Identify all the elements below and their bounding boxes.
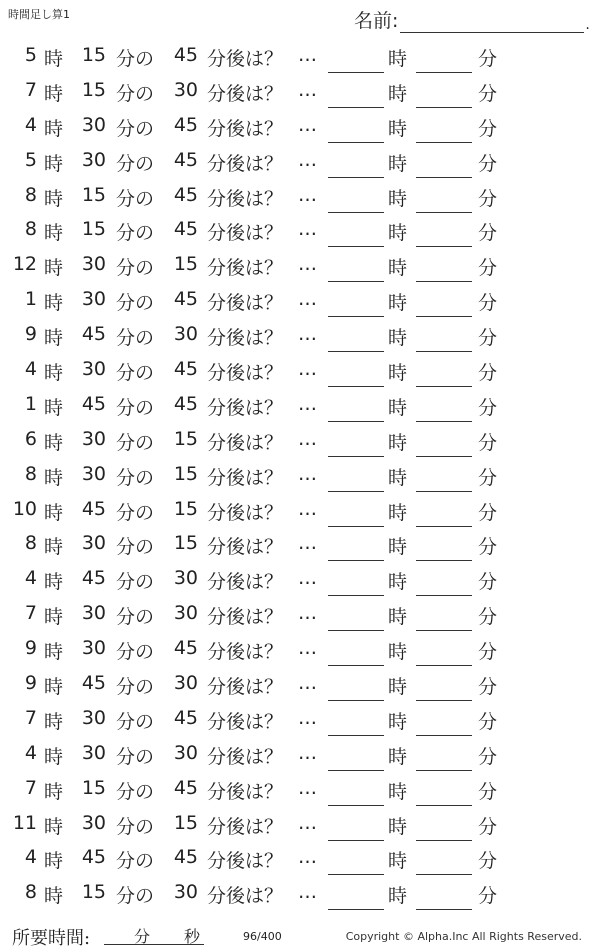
question-text: 分後は？ bbox=[207, 396, 284, 419]
answer-minute-unit: 分 bbox=[478, 780, 498, 803]
hour-unit: 時 bbox=[44, 257, 64, 280]
start-minute: 30 bbox=[81, 741, 106, 764]
answer-minute-unit: 分 bbox=[478, 152, 498, 175]
page-number: 96/400 bbox=[243, 930, 282, 943]
problem-list bbox=[0, 38, 600, 910]
added-minutes: 30 bbox=[173, 741, 198, 764]
answer-minute-unit: 分 bbox=[478, 187, 498, 210]
answer-minute-unit: 分 bbox=[478, 396, 498, 419]
ellipsis: … bbox=[298, 881, 317, 904]
problem-row bbox=[0, 73, 600, 108]
answer-hour-unit: 時 bbox=[388, 117, 408, 140]
answer-minute-unit: 分 bbox=[478, 362, 498, 385]
minute-unit: 分の bbox=[116, 780, 155, 803]
ellipsis: … bbox=[298, 706, 317, 729]
added-minutes: 15 bbox=[173, 253, 198, 276]
answer-hour-unit: 時 bbox=[388, 362, 408, 385]
start-minute: 15 bbox=[81, 881, 106, 904]
question-text: 分後は？ bbox=[207, 710, 284, 733]
start-hour: 7 bbox=[24, 602, 37, 625]
answer-minute-blank[interactable] bbox=[416, 909, 472, 910]
answer-hour-unit: 時 bbox=[388, 676, 408, 699]
added-minutes: 15 bbox=[173, 811, 198, 834]
minute-unit: 分の bbox=[116, 327, 155, 350]
ellipsis: … bbox=[298, 741, 317, 764]
problem-row bbox=[0, 492, 600, 527]
start-minute: 15 bbox=[81, 183, 106, 206]
start-hour: 8 bbox=[24, 218, 37, 241]
minute-unit: 分の bbox=[116, 222, 155, 245]
question-text: 分後は？ bbox=[207, 641, 284, 664]
answer-minute-unit: 分 bbox=[478, 466, 498, 489]
answer-minute-unit: 分 bbox=[478, 815, 498, 838]
problem-row bbox=[0, 457, 600, 492]
answer-minute-unit: 分 bbox=[478, 745, 498, 768]
start-minute: 45 bbox=[81, 392, 106, 415]
problem-row bbox=[0, 840, 600, 875]
problem-row bbox=[0, 317, 600, 352]
problem-row bbox=[0, 771, 600, 806]
question-text: 分後は？ bbox=[207, 536, 284, 559]
added-minutes: 45 bbox=[173, 637, 198, 660]
problem-row bbox=[0, 736, 600, 771]
added-minutes: 30 bbox=[173, 567, 198, 590]
minute-unit: 分の bbox=[116, 117, 155, 140]
name-area bbox=[354, 6, 590, 33]
ellipsis: … bbox=[298, 567, 317, 590]
start-hour: 1 bbox=[24, 392, 37, 415]
hour-unit: 時 bbox=[44, 82, 64, 105]
start-hour: 1 bbox=[24, 288, 37, 311]
start-minute: 30 bbox=[81, 288, 106, 311]
hour-unit: 時 bbox=[44, 536, 64, 559]
problem-row bbox=[0, 875, 600, 910]
required-time-label: 所要時間: bbox=[12, 928, 91, 949]
ellipsis: … bbox=[298, 497, 317, 520]
answer-hour-unit: 時 bbox=[388, 257, 408, 280]
answer-minute-unit: 分 bbox=[478, 222, 498, 245]
added-minutes: 45 bbox=[173, 392, 198, 415]
name-field[interactable] bbox=[400, 14, 584, 33]
minute-unit: 分の bbox=[116, 606, 155, 629]
ellipsis: … bbox=[298, 811, 317, 834]
start-minute: 30 bbox=[81, 148, 106, 171]
ellipsis: … bbox=[298, 358, 317, 381]
answer-minute-unit: 分 bbox=[478, 571, 498, 594]
question-text: 分後は？ bbox=[207, 501, 284, 524]
answer-hour-unit: 時 bbox=[388, 501, 408, 524]
start-hour: 7 bbox=[24, 776, 37, 799]
problem-row bbox=[0, 596, 600, 631]
answer-hour-unit: 時 bbox=[388, 536, 408, 559]
answer-hour-unit: 時 bbox=[388, 431, 408, 454]
answer-hour-unit: 時 bbox=[388, 885, 408, 908]
added-minutes: 30 bbox=[173, 602, 198, 625]
hour-unit: 時 bbox=[44, 292, 64, 315]
hour-unit: 時 bbox=[44, 815, 64, 838]
minute-unit: 分の bbox=[116, 431, 155, 454]
hour-unit: 時 bbox=[44, 431, 64, 454]
ellipsis: … bbox=[298, 148, 317, 171]
problem-row bbox=[0, 631, 600, 666]
question-text: 分後は？ bbox=[207, 257, 284, 280]
ellipsis: … bbox=[298, 323, 317, 346]
start-hour: 9 bbox=[24, 637, 37, 660]
start-hour: 4 bbox=[24, 846, 37, 869]
minute-unit: 分の bbox=[116, 362, 155, 385]
minute-unit: 分の bbox=[116, 850, 155, 873]
start-hour: 5 bbox=[24, 44, 37, 66]
ellipsis: … bbox=[298, 78, 317, 101]
start-minute: 30 bbox=[81, 427, 106, 450]
minute-unit: 分の bbox=[116, 292, 155, 315]
hour-unit: 時 bbox=[44, 850, 64, 873]
question-text: 分後は？ bbox=[207, 745, 284, 768]
added-minutes: 45 bbox=[173, 288, 198, 311]
minute-unit: 分の bbox=[116, 815, 155, 838]
question-text: 分後は？ bbox=[207, 885, 284, 908]
question-text: 分後は？ bbox=[207, 850, 284, 873]
problem-row bbox=[0, 387, 600, 422]
added-minutes: 15 bbox=[173, 497, 198, 520]
added-minutes: 15 bbox=[173, 462, 198, 485]
question-text: 分後は？ bbox=[207, 152, 284, 175]
question-text: 分後は？ bbox=[207, 48, 284, 70]
problem-row bbox=[0, 561, 600, 596]
start-minute: 30 bbox=[81, 637, 106, 660]
start-minute: 30 bbox=[81, 706, 106, 729]
answer-minute-unit: 分 bbox=[478, 82, 498, 105]
answer-hour-unit: 時 bbox=[388, 780, 408, 803]
hour-unit: 時 bbox=[44, 780, 64, 803]
question-text: 分後は？ bbox=[207, 222, 284, 245]
answer-hour-unit: 時 bbox=[388, 292, 408, 315]
worksheet-title: 時間足し算1 bbox=[8, 8, 70, 21]
answer-minute-unit: 分 bbox=[478, 327, 498, 350]
answer-minute-unit: 分 bbox=[478, 885, 498, 908]
minute-unit: 分の bbox=[116, 396, 155, 419]
hour-unit: 時 bbox=[44, 710, 64, 733]
start-minute: 30 bbox=[81, 811, 106, 834]
start-hour: 12 bbox=[12, 253, 37, 276]
start-hour: 5 bbox=[24, 148, 37, 171]
added-minutes: 45 bbox=[173, 218, 198, 241]
hour-unit: 時 bbox=[44, 745, 64, 768]
problem-row bbox=[0, 38, 600, 73]
hour-unit: 時 bbox=[44, 641, 64, 664]
answer-minute-unit: 分 bbox=[478, 676, 498, 699]
required-minutes-unit: 分 bbox=[134, 927, 151, 946]
start-minute: 30 bbox=[81, 253, 106, 276]
answer-minute-unit: 分 bbox=[478, 710, 498, 733]
start-minute: 45 bbox=[81, 567, 106, 590]
answer-hour-unit: 時 bbox=[388, 641, 408, 664]
hour-unit: 時 bbox=[44, 117, 64, 140]
answer-hour-unit: 時 bbox=[388, 152, 408, 175]
question-text: 分後は？ bbox=[207, 187, 284, 210]
start-hour: 4 bbox=[24, 567, 37, 590]
minute-unit: 分の bbox=[116, 745, 155, 768]
added-minutes: 15 bbox=[173, 427, 198, 450]
hour-unit: 時 bbox=[44, 222, 64, 245]
start-minute: 30 bbox=[81, 532, 106, 555]
start-hour: 7 bbox=[24, 706, 37, 729]
hour-unit: 時 bbox=[44, 362, 64, 385]
added-minutes: 30 bbox=[173, 881, 198, 904]
start-minute: 45 bbox=[81, 497, 106, 520]
minute-unit: 分の bbox=[116, 82, 155, 105]
start-hour: 4 bbox=[24, 358, 37, 381]
ellipsis: … bbox=[298, 44, 317, 66]
minute-unit: 分の bbox=[116, 536, 155, 559]
answer-hour-unit: 時 bbox=[388, 187, 408, 210]
answer-minute-unit: 分 bbox=[478, 501, 498, 524]
minute-unit: 分の bbox=[116, 641, 155, 664]
question-text: 分後は？ bbox=[207, 466, 284, 489]
start-minute: 45 bbox=[81, 846, 106, 869]
question-text: 分後は？ bbox=[207, 676, 284, 699]
answer-minute-unit: 分 bbox=[478, 606, 498, 629]
hour-unit: 時 bbox=[44, 606, 64, 629]
start-hour: 8 bbox=[24, 881, 37, 904]
answer-hour-unit: 時 bbox=[388, 745, 408, 768]
problem-row bbox=[0, 108, 600, 143]
start-hour: 9 bbox=[24, 672, 37, 695]
ellipsis: … bbox=[298, 462, 317, 485]
problem-row bbox=[0, 666, 600, 701]
hour-unit: 時 bbox=[44, 48, 64, 70]
start-minute: 15 bbox=[81, 776, 106, 799]
minute-unit: 分の bbox=[116, 187, 155, 210]
added-minutes: 45 bbox=[173, 706, 198, 729]
question-text: 分後は？ bbox=[207, 362, 284, 385]
start-minute: 45 bbox=[81, 672, 106, 695]
question-text: 分後は？ bbox=[207, 571, 284, 594]
added-minutes: 15 bbox=[173, 532, 198, 555]
start-hour: 11 bbox=[12, 811, 37, 834]
minute-unit: 分の bbox=[116, 571, 155, 594]
answer-hour-blank[interactable] bbox=[328, 909, 384, 910]
problem-row bbox=[0, 806, 600, 841]
problem-row bbox=[0, 352, 600, 387]
question-text: 分後は？ bbox=[207, 431, 284, 454]
question-text: 分後は？ bbox=[207, 815, 284, 838]
added-minutes: 45 bbox=[173, 358, 198, 381]
start-minute: 30 bbox=[81, 462, 106, 485]
question-text: 分後は？ bbox=[207, 292, 284, 315]
hour-unit: 時 bbox=[44, 466, 64, 489]
question-text: 分後は？ bbox=[207, 117, 284, 140]
footer bbox=[0, 916, 600, 949]
added-minutes: 45 bbox=[173, 113, 198, 136]
start-minute: 15 bbox=[81, 218, 106, 241]
start-minute: 30 bbox=[81, 358, 106, 381]
start-minute: 45 bbox=[81, 323, 106, 346]
ellipsis: … bbox=[298, 846, 317, 869]
ellipsis: … bbox=[298, 672, 317, 695]
ellipsis: … bbox=[298, 183, 317, 206]
problem-row bbox=[0, 422, 600, 457]
answer-minute-unit: 分 bbox=[478, 431, 498, 454]
required-seconds-unit: 秒 bbox=[184, 927, 201, 946]
problem-row bbox=[0, 178, 600, 213]
question-text: 分後は？ bbox=[207, 606, 284, 629]
hour-unit: 時 bbox=[44, 187, 64, 210]
hour-unit: 時 bbox=[44, 501, 64, 524]
answer-hour-unit: 時 bbox=[388, 571, 408, 594]
start-hour: 10 bbox=[12, 497, 37, 520]
added-minutes: 45 bbox=[173, 148, 198, 171]
problem-row bbox=[0, 526, 600, 561]
minute-unit: 分の bbox=[116, 885, 155, 908]
hour-unit: 時 bbox=[44, 327, 64, 350]
added-minutes: 45 bbox=[173, 776, 198, 799]
answer-minute-unit: 分 bbox=[478, 257, 498, 280]
answer-hour-unit: 時 bbox=[388, 466, 408, 489]
start-hour: 6 bbox=[24, 427, 37, 450]
start-minute: 30 bbox=[81, 602, 106, 625]
problem-row bbox=[0, 247, 600, 282]
answer-minute-unit: 分 bbox=[478, 641, 498, 664]
start-hour: 9 bbox=[24, 323, 37, 346]
ellipsis: … bbox=[298, 602, 317, 625]
ellipsis: … bbox=[298, 392, 317, 415]
question-text: 分後は？ bbox=[207, 780, 284, 803]
minute-unit: 分の bbox=[116, 501, 155, 524]
ellipsis: … bbox=[298, 532, 317, 555]
start-hour: 8 bbox=[24, 183, 37, 206]
ellipsis: … bbox=[298, 776, 317, 799]
added-minutes: 30 bbox=[173, 672, 198, 695]
ellipsis: … bbox=[298, 218, 317, 241]
answer-hour-unit: 時 bbox=[388, 222, 408, 245]
answer-minute-unit: 分 bbox=[478, 850, 498, 873]
minute-unit: 分の bbox=[116, 466, 155, 489]
minute-unit: 分の bbox=[116, 710, 155, 733]
start-hour: 4 bbox=[24, 741, 37, 764]
minute-unit: 分の bbox=[116, 152, 155, 175]
answer-hour-unit: 時 bbox=[388, 606, 408, 629]
added-minutes: 45 bbox=[173, 44, 198, 66]
added-minutes: 30 bbox=[173, 323, 198, 346]
answer-hour-unit: 時 bbox=[388, 396, 408, 419]
added-minutes: 30 bbox=[173, 78, 198, 101]
problem-row bbox=[0, 701, 600, 736]
answer-minute-unit: 分 bbox=[478, 48, 498, 70]
ellipsis: … bbox=[298, 253, 317, 276]
answer-minute-unit: 分 bbox=[478, 117, 498, 140]
hour-unit: 時 bbox=[44, 571, 64, 594]
start-hour: 4 bbox=[24, 113, 37, 136]
hour-unit: 時 bbox=[44, 676, 64, 699]
added-minutes: 45 bbox=[173, 846, 198, 869]
copyright: Copyright © Alpha.Inc All Rights Reserved. bbox=[345, 930, 582, 943]
ellipsis: … bbox=[298, 288, 317, 311]
ellipsis: … bbox=[298, 113, 317, 136]
start-hour: 7 bbox=[24, 78, 37, 101]
answer-minute-unit: 分 bbox=[478, 292, 498, 315]
ellipsis: … bbox=[298, 637, 317, 660]
start-minute: 30 bbox=[81, 113, 106, 136]
name-label: 名前: bbox=[354, 10, 399, 32]
problem-row bbox=[0, 282, 600, 317]
problem-row bbox=[0, 143, 600, 178]
answer-hour-unit: 時 bbox=[388, 815, 408, 838]
answer-hour-unit: 時 bbox=[388, 850, 408, 873]
answer-hour-unit: 時 bbox=[388, 82, 408, 105]
problem-row bbox=[0, 212, 600, 247]
start-hour: 8 bbox=[24, 532, 37, 555]
answer-minute-unit: 分 bbox=[478, 536, 498, 559]
minute-unit: 分の bbox=[116, 48, 155, 70]
answer-hour-unit: 時 bbox=[388, 710, 408, 733]
name-dot: . bbox=[585, 17, 590, 33]
hour-unit: 時 bbox=[44, 152, 64, 175]
hour-unit: 時 bbox=[44, 885, 64, 908]
question-text: 分後は？ bbox=[207, 327, 284, 350]
added-minutes: 45 bbox=[173, 183, 198, 206]
minute-unit: 分の bbox=[116, 676, 155, 699]
start-minute: 15 bbox=[81, 78, 106, 101]
hour-unit: 時 bbox=[44, 396, 64, 419]
answer-hour-unit: 時 bbox=[388, 48, 408, 70]
answer-hour-unit: 時 bbox=[388, 327, 408, 350]
start-hour: 8 bbox=[24, 462, 37, 485]
start-minute: 15 bbox=[81, 44, 106, 66]
ellipsis: … bbox=[298, 427, 317, 450]
question-text: 分後は？ bbox=[207, 82, 284, 105]
minute-unit: 分の bbox=[116, 257, 155, 280]
